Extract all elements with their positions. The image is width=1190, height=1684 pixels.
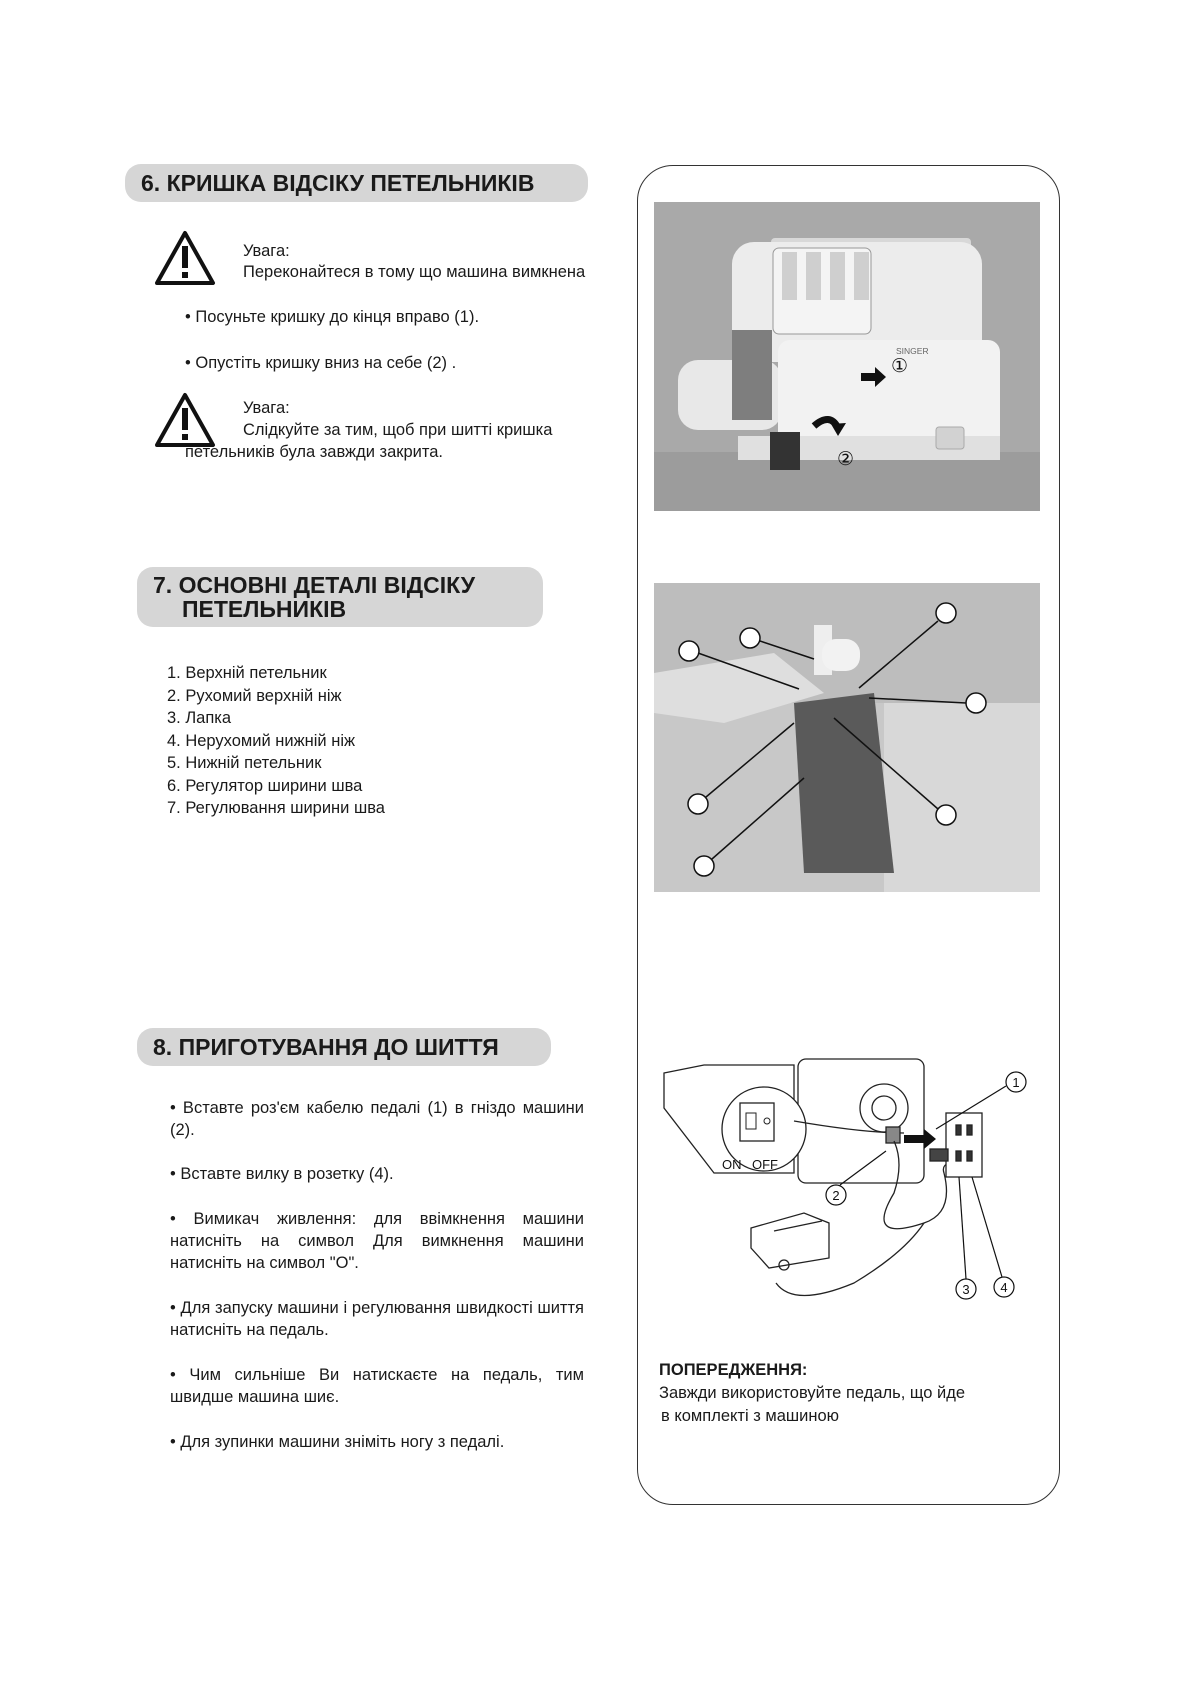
- parts-list-item: 3. Лапка: [167, 709, 232, 727]
- parts-list-item: 4. Нерухомий нижній ніж: [167, 731, 356, 750]
- marker-3: 3: [962, 1282, 970, 1297]
- section-7-title-line-1: 7. ОСНОВНІ ДЕТАЛІ ВІДСІКУ: [153, 572, 476, 598]
- section-6-header: [125, 164, 588, 202]
- sec8-para-2: • Вставте вилку в розетку (4).: [170, 1165, 394, 1183]
- sec8-para-3: • Вимикач живлення: для ввімкнення машини натисніть на символ Для вимкнення машини натисніть на символ "O".: [170, 1210, 584, 1272]
- pedal-warning-line-1: Завжди використовуйте педаль, що йде: [659, 1384, 966, 1402]
- marker-4: 4: [1000, 1280, 1008, 1295]
- sec8-para-4: • Для запуску машини і регулювання швидкості шиття натисніть на педаль.: [170, 1299, 584, 1339]
- section-7-title-line-2: ПЕТЕЛЬНИКІВ: [182, 596, 347, 622]
- parts-list-item: 5. Нижній петельник: [167, 754, 322, 772]
- parts-list-item: 2. Рухомий верхній ніж: [167, 686, 342, 705]
- warning-2-label: Увага:: [243, 399, 290, 417]
- warning-2-line-2: петельників була завжди закрита.: [185, 443, 443, 461]
- section-6-title: 6. КРИШКА ВІДСІКУ ПЕТЕЛЬНИКІВ: [141, 170, 535, 196]
- section-8-header: [137, 1028, 551, 1066]
- sec6-bullet-2: • Опустіть кришку вниз на себе (2) .: [185, 354, 457, 372]
- off-label: OFF: [752, 1157, 778, 1172]
- warning-2-line-1: Слідкуйте за тим, щоб при шитті кришка: [243, 421, 553, 439]
- parts-list-item: 7. Регулювання ширини шва: [167, 799, 385, 817]
- power-connection-diagram: [654, 1053, 1040, 1301]
- pedal-warning-title: ПОПЕРЕДЖЕННЯ:: [659, 1361, 808, 1379]
- sec8-para-6: • Для зупинки машини зніміть ногу з педалі.: [170, 1433, 505, 1451]
- pedal-warning-line-2: в комплекті з машиною: [661, 1407, 840, 1425]
- warning-icon: [154, 392, 216, 448]
- marker-2: ②: [837, 449, 855, 470]
- parts-list-item: 6. Регулятор ширини шва: [167, 776, 363, 795]
- looper-compartment-photo: [654, 583, 1040, 892]
- section-7-header: [137, 567, 543, 627]
- warning-1-text: Переконайтеся в тому що машина вимкнена: [243, 263, 586, 281]
- brand-label: SINGER: [896, 346, 929, 356]
- warning-icon: [154, 230, 216, 286]
- parts-list-item: 1. Верхній петельник: [167, 664, 327, 682]
- sec8-para-5: • Чим сильніше Ви натискаєте на педаль, тим швидше машина шиє.: [170, 1366, 584, 1406]
- section-8-title: 8. ПРИГОТУВАННЯ ДО ШИТТЯ: [153, 1034, 499, 1060]
- sec8-para-1: • Вставте роз'єм кабелю педалі (1) в гніздо машини (2).: [170, 1099, 584, 1139]
- warning-1-label: Увага:: [243, 242, 290, 260]
- marker-2: 2: [832, 1188, 840, 1203]
- marker-1: 1: [1012, 1075, 1020, 1090]
- parts-list: [167, 662, 385, 820]
- on-label: ON: [722, 1157, 742, 1172]
- overlock-cover-photo: [654, 202, 1040, 511]
- marker-1: ①: [891, 356, 909, 377]
- sec6-bullet-1: • Посуньте кришку до кінця вправо (1).: [185, 308, 480, 326]
